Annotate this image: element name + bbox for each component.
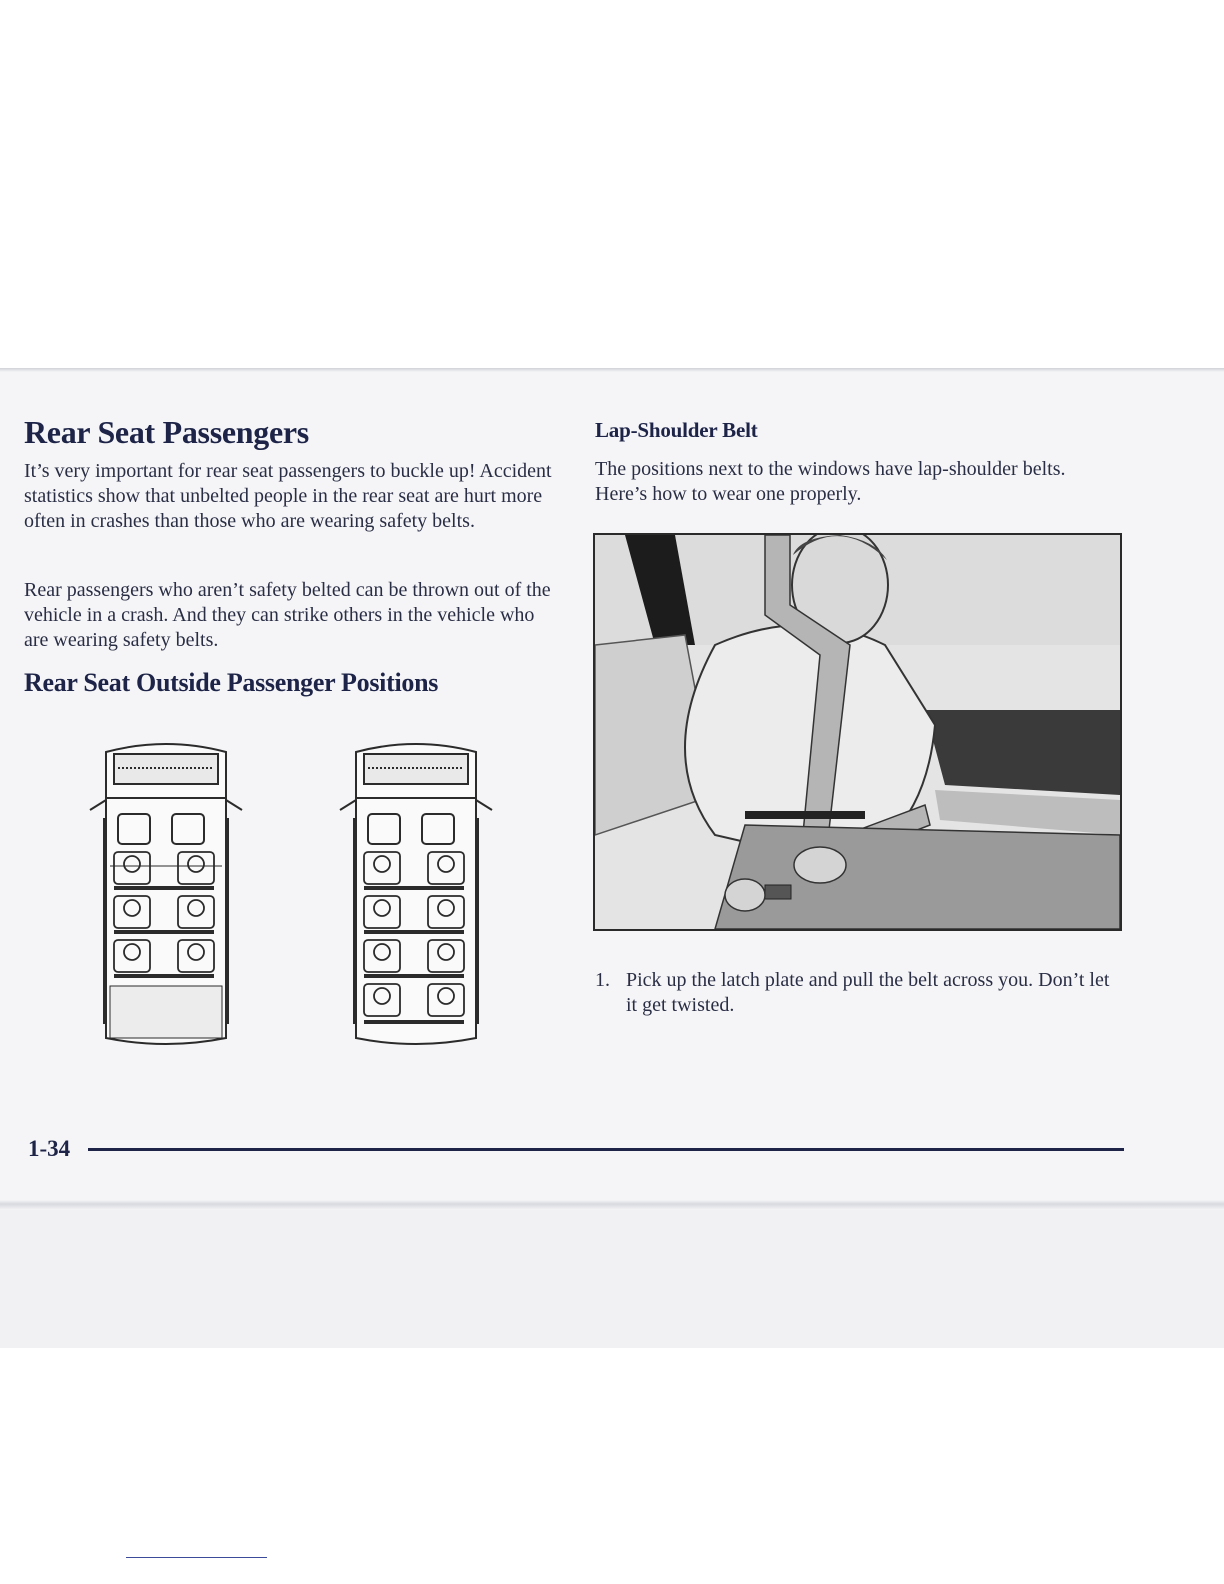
thrown-out-paragraph: Rear passengers who aren’t safety belted can be thrown out of the vehicle in a crash. And they can strike others in the vehicle who are wearing safety belts. [24, 579, 551, 651]
van-seating-diagram-four-rows [338, 738, 494, 1050]
footer-rule [88, 1148, 1124, 1151]
lap-shoulder-belt-heading: Lap-Shoulder Belt [595, 418, 758, 442]
page-number: 1-34 [28, 1136, 71, 1161]
page-title: Rear Seat Passengers [24, 414, 309, 450]
step-text: Pick up the latch plate and pull the belt across you. Don’t let it get twisted. [626, 969, 1110, 1016]
outside-positions-heading: Rear Seat Outside Passenger Positions [24, 668, 439, 697]
band-top-edge [0, 368, 1224, 372]
lap-shoulder-intro: The positions next to the windows have lap-shoulder belts. Here’s how to wear one properly. [595, 458, 1066, 505]
stray-line [126, 1557, 267, 1558]
step-number: 1. [595, 969, 610, 991]
intro-paragraph: It’s very important for rear seat passengers to buckle up! Accident statistics show that unbelted people in the rear seat are hurt more often in crashes than those who are wearing safety belts. [24, 460, 552, 532]
band-bottom-edge [0, 1200, 1224, 1210]
van-seating-diagram-three-rows [88, 738, 244, 1050]
step-1 [595, 968, 1115, 1018]
lower-band [0, 1210, 1224, 1348]
belt-illustration [593, 533, 1122, 931]
